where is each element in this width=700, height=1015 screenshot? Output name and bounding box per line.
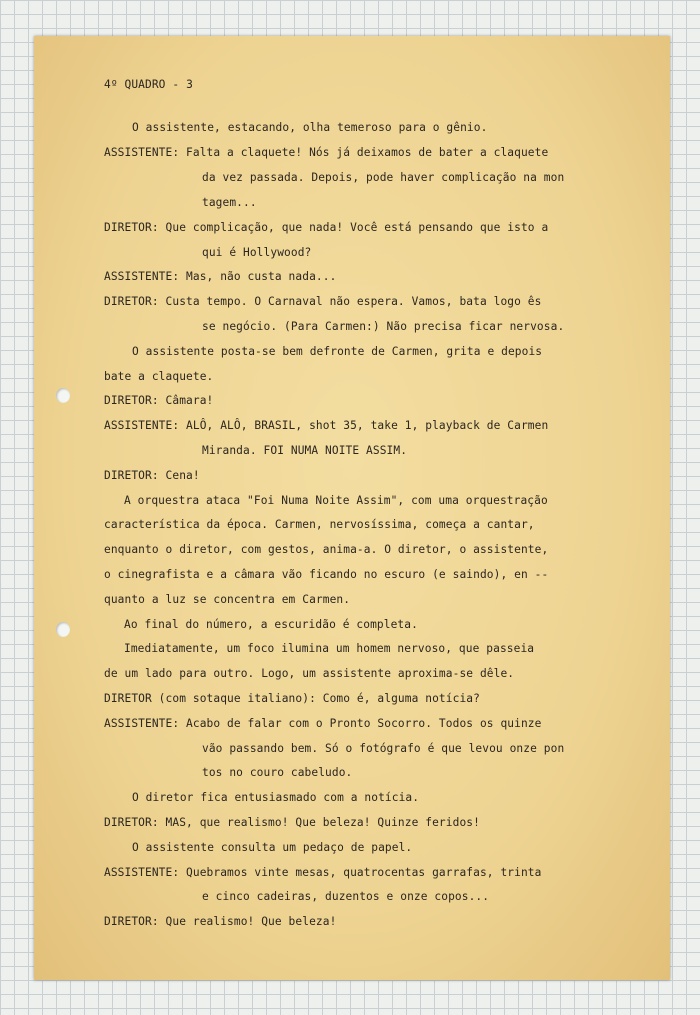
punch-hole-top	[56, 388, 70, 403]
stage-direction: O diretor fica entusiasmado com a notícia.	[132, 791, 420, 804]
stage-direction: Imediatamente, um foco ilumina um homem nervoso, que passeia	[124, 642, 535, 655]
dialogue-continuation: tos no couro cabeludo.	[202, 766, 353, 779]
dialogue-continuation: tagem...	[202, 196, 257, 209]
stage-direction-continuation: bate a claquete.	[104, 370, 214, 383]
dialogue-continuation: qui é Hollywood?	[202, 246, 312, 259]
dialogue-line: ASSISTENTE: Acabo de falar com o Pronto Socorro. Todos os quinze	[104, 717, 542, 730]
dialogue-continuation: Miranda. FOI NUMA NOITE ASSIM.	[202, 444, 408, 457]
dialogue-continuation: e cinco cadeiras, duzentos e onze copos...	[202, 890, 490, 903]
dialogue-line: ASSISTENTE: Quebramos vinte mesas, quatrocentas garrafas, trinta	[104, 866, 542, 879]
stage-direction-continuation: característica da época. Carmen, nervosíssima, começa a cantar,	[104, 518, 535, 531]
page-header	[104, 78, 193, 92]
dialogue-line: DIRETOR: Que realismo! Que beleza!	[104, 915, 337, 928]
typed-page	[34, 36, 670, 980]
dialogue-line: ASSISTENTE: Mas, não custa nada...	[104, 270, 337, 283]
stage-direction: O assistente posta-se bem defronte de Carmen, grita e depois	[132, 345, 543, 358]
stage-direction-continuation: quanto a luz se concentra em Carmen.	[104, 593, 351, 606]
dialogue-line: DIRETOR: Que complicação, que nada! Você está pensando que isto a	[104, 221, 549, 234]
stage-direction: A orquestra ataca "Foi Numa Noite Assim", com uma orquestração	[124, 494, 548, 507]
stage-direction-continuation: o cinegrafista e a câmara vão ficando no escuro (e saindo), en --	[104, 568, 549, 581]
header-scene: 4º QUADRO	[104, 78, 166, 91]
stage-direction-continuation: enquanto o diretor, com gestos, anima-a. O diretor, o assistente,	[104, 543, 549, 556]
dialogue-continuation: se negócio. (Para Carmen:) Não precisa ficar nervosa.	[202, 320, 565, 333]
dialogue-continuation: da vez passada. Depois, pode haver complicação na mon	[202, 171, 565, 184]
dialogue-line: DIRETOR: Câmara!	[104, 394, 214, 407]
dialogue-line: DIRETOR: Cena!	[104, 469, 200, 482]
dialogue-line: DIRETOR: MAS, que realismo! Que beleza! Quinze feridos!	[104, 816, 480, 829]
header-page-number: 3	[186, 78, 193, 91]
dialogue-line: ASSISTENTE: ALÔ, ALÔ, BRASIL, shot 35, take 1, playback de Carmen	[104, 419, 549, 432]
dialogue-line: ASSISTENTE: Falta a claquete! Nós já deixamos de bater a claquete	[104, 146, 549, 159]
dialogue-continuation: vão passando bem. Só o fotógrafo é que levou onze pon	[202, 742, 565, 755]
dialogue-line: DIRETOR: Custa tempo. O Carnaval não espera. Vamos, bata logo ês	[104, 295, 542, 308]
punch-hole-bottom	[56, 622, 70, 637]
stage-direction: O assistente consulta um pedaço de papel.	[132, 841, 413, 854]
stage-direction: Ao final do número, a escuridão é completa.	[124, 618, 418, 631]
stage-direction: O assistente, estacando, olha temeroso para o gênio.	[132, 121, 488, 134]
dialogue-line: DIRETOR (com sotaque italiano): Como é, alguma notícia?	[104, 692, 480, 705]
header-separator: -	[172, 78, 180, 91]
stage-direction-continuation: de um lado para outro. Logo, um assistente aproxima-se dêle.	[104, 667, 515, 680]
